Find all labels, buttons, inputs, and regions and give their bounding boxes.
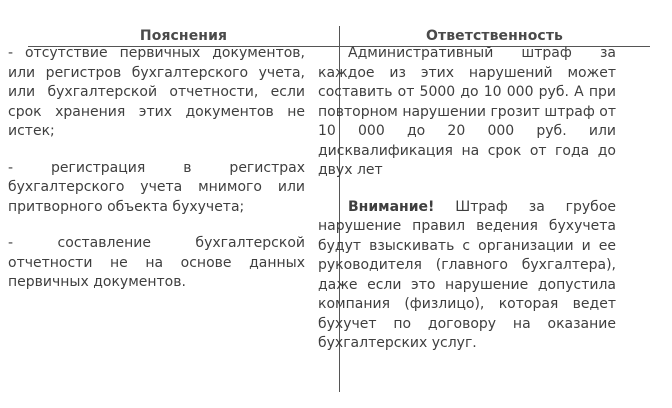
- header-responsibility: Ответственность: [426, 28, 563, 44]
- explanation-item-fictitious-object: - регистрация в регистрах бухгалтерского учета мнимого или притворного объекта бухучета;: [8, 159, 305, 215]
- responsibility-column: [318, 44, 616, 371]
- fine-description: Административный штраф за каждое из этих нарушений может составить от 5000 до 10 000 руб. А при повторном нарушении грозит штраф от 10 000 до 20 000 руб. или дисквалификация на срок от года до двух лет: [318, 45, 616, 178]
- explanation-item-reporting-not-based-on-documents: - составление бухгалтерской отчетности не на основе данных первичных документов.: [8, 235, 305, 290]
- warning-text: Штраф за грубое нарушение правил ведения бухучета будут взыскивать с организации и ее руководителя (главного бухгалтера), даже если это нарушение допустила компания (физлицо), которая ведет бухучет по договору на оказание бухгалтерских услуг.: [318, 198, 616, 351]
- warning-label: Внимание!: [348, 198, 435, 215]
- warning-paragraph: [318, 198, 616, 354]
- explanation-item-missing-documents: - отсутствие первичных документов, или регистров бухгалтерского учета, или бухгалтерской отчетности, если срок хранения этих документов не истек;: [8, 45, 305, 139]
- explanations-column: [8, 44, 305, 310]
- header-explanations: Пояснения: [139, 28, 228, 44]
